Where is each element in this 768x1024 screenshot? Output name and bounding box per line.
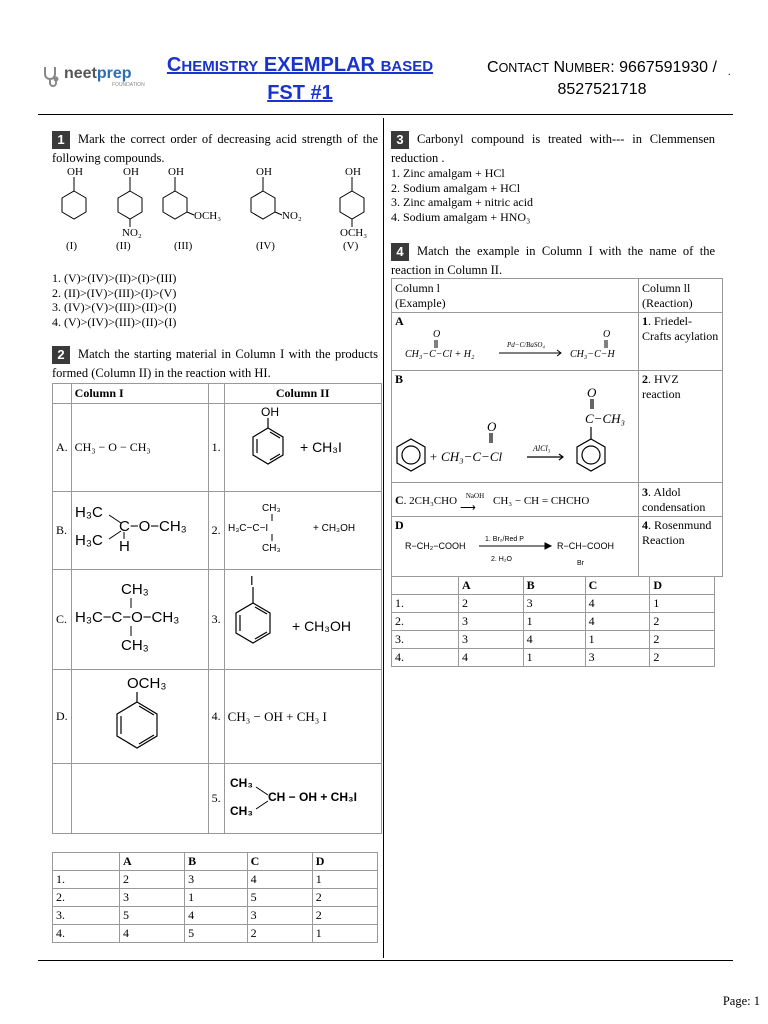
header-text: (Example) [395,295,446,310]
question-text: Carbonyl compound is treated with--- in Clemmensen reduction . [391,132,715,166]
oh-label: OH [345,166,361,178]
contact-part: C [487,59,499,76]
column-ii-cell [224,764,381,834]
answer-header: A [459,577,524,595]
chem-text: H₃C [74,531,103,549]
contact-part: ONTACT [498,61,550,75]
chem-text: CH₃ [120,580,149,598]
answer-header [392,577,459,595]
row-number: 3. [208,570,224,670]
option[interactable]: 1. (V)>(IV)>(II)>(I)>(III) [52,271,177,285]
column-i-header: Column I [71,384,208,404]
iodobenzene-structure [228,573,378,663]
answer-cell: 3 [585,649,650,667]
reaction-number: 3 [642,484,648,499]
column-i-cell [71,764,208,834]
q3-options [391,166,533,224]
compound-label: (V) [343,240,359,252]
carbonyl-o: O [433,329,441,340]
row-letter: B. [53,492,72,570]
page-number: Page: 1 [722,994,760,1008]
answer-cell: 1 [523,613,585,631]
isopropanol-structure [228,769,378,825]
answer-cell: 1 [650,595,715,613]
answer-cell: 2 [247,925,312,943]
question-number: 3 [391,131,409,149]
contact-part: N [549,59,566,76]
reactant-text: CH₃−C−Cl + H₂ [405,349,475,360]
chem-text: CH₃ [229,803,253,818]
product-text: Br [577,560,584,567]
carbonyl-o: O [487,419,497,434]
condition-text: AlCl₃ [533,444,551,453]
compound-label: (IV) [256,240,275,252]
option[interactable]: 4. Sodium amalgam + HNO₃ [391,209,531,224]
answer-cell: 3 [459,631,524,649]
logo-text-prefix: neet [64,65,97,82]
reactant-text: + CH₃−C−Cl [429,449,503,464]
answer-cell: 4. [53,925,120,943]
cell-text: CH₃ − O − CH₃ [74,440,151,454]
example-cell [392,371,639,483]
row-letter: D [395,518,404,532]
row-letter: C [395,492,404,507]
answer-cell: 5 [120,907,185,925]
answer-row[interactable] [53,925,378,943]
reaction-cell [639,483,723,517]
answer-cell: 2 [650,631,715,649]
answer-cell: 2. [53,889,120,907]
question-text: Match the starting material in Column I with the products formed (Column II) in the reaction with HI. [52,347,378,381]
answer-header: C [585,577,650,595]
q1-structures [50,163,380,258]
friedel-crafts-equation [395,387,635,477]
option[interactable]: 2. (II)>(IV)>(III)>(I)>(V) [52,285,177,300]
row-letter [53,764,72,834]
reaction-name: . Friedel-Crafts acylation [642,314,719,343]
no2-label: NO₂ [122,227,142,239]
header-text: (Reaction) [642,295,693,310]
contact-part: UMBER [565,61,611,75]
anisole-structure [75,672,201,758]
answer-cell: 2. [392,613,459,631]
compound-label: (I) [66,240,77,252]
q2-match-table [52,383,382,834]
reaction-cell [639,517,723,577]
answer-cell: 4 [585,595,650,613]
answer-cell: 3 [247,907,312,925]
option[interactable]: 3. Zinc amalgam + nitric acid [391,195,534,209]
header-cell [208,384,224,404]
column-divider [383,118,384,958]
answer-header: C [247,853,312,871]
column-ii-cell [224,670,381,764]
chem-text: CH₃ [120,636,149,654]
title-part: EXEMPLAR [258,54,381,76]
row-number: 5. [208,764,224,834]
question-3 [391,130,715,167]
product-text: CH₃−C−H [570,349,615,360]
example-cell [392,483,639,517]
column-ii-cell [224,570,381,670]
product-label: + CH₃OH [312,522,355,534]
product-text: R−CH−COOH [557,541,615,551]
q1-options [52,271,176,329]
reactant-text: R−CH₂−COOH [405,541,466,551]
condition-text: Pd−C/BaSO₄ [507,341,545,349]
example-cell [392,313,639,371]
header-text: Column l [395,280,441,295]
product-label: CH − OH + CH₃I [267,789,357,804]
condition-text: 1. Br₂/Red P [485,536,524,543]
answer-cell: 3 [120,889,185,907]
question-1 [52,130,378,167]
chem-text: H₃C−C−O−CH₃ [74,608,179,626]
answer-header [53,853,120,871]
och3-label: OCH₃ [194,210,222,222]
tbutyl-iodide-structure [228,499,378,559]
chem-text: H [118,537,130,555]
oh-label: OH [256,166,272,178]
chem-text: CH₃ [261,502,281,514]
product-label: + CH₃OH [291,617,351,634]
oh-label: OH [260,405,279,419]
stethoscope-icon [40,64,64,88]
condition-text: 2. H₂O [491,556,512,563]
column-ii-cell [224,492,381,570]
reaction-name: . HVZ reaction [642,372,681,401]
q2-answer-table [52,852,378,943]
option[interactable]: 2. Sodium amalgam + HCl [391,180,521,195]
column-i-cell [71,404,208,492]
answer-cell: 1 [312,925,377,943]
column-i-cell [71,670,208,764]
title-part: BASED [380,58,434,75]
logo-text-suffix: prep [96,65,132,82]
question-number: 1 [52,131,70,149]
compound-label: (II) [116,240,131,252]
question-text: Mark the correct order of decreasing acid strength of the following compounds. [52,132,378,166]
header-text: Column ll [642,280,691,295]
answer-cell: 2 [459,595,524,613]
answer-cell: 4 [523,631,585,649]
logo-tagline: FOUNDATION [112,82,145,88]
question-2 [52,345,378,382]
header-divider [38,114,733,115]
row-number: 1. [208,404,224,492]
column-i-cell [71,492,208,570]
reactant-text: . 2CH₃CHO [403,494,458,507]
answer-cell: 4 [459,649,524,667]
och3-label: OCH₃ [126,674,167,692]
oh-label: OH [168,166,184,178]
isopropyl-methyl-ether [75,499,201,559]
option[interactable]: 1. Zinc amalgam + HCl [391,166,505,180]
row-letter: D. [53,670,72,764]
oh-label: OH [67,166,83,178]
row-letter: C. [53,570,72,670]
answer-row[interactable] [392,631,715,649]
chem-text: CH₃ [229,775,253,790]
och3-label: OCH₃ [340,227,368,239]
reaction-cell [639,371,723,483]
answer-cell: 1. [392,595,459,613]
option[interactable]: 3. (IV)>(V)>(III)>(II)>(I) [52,300,177,314]
compound-label: (III) [174,240,193,252]
phenol-structure [228,406,368,486]
column-ii-header [639,279,723,313]
condition-text: NaOH [465,491,485,500]
title-part: HEMISTRY [181,58,259,75]
answer-cell: 3. [53,907,120,925]
question-4 [391,242,715,279]
answer-row[interactable] [392,595,715,613]
answer-cell: 2 [650,649,715,667]
product-text: CH₃ − CH = CHCHO [493,494,590,507]
contact-part: : 9667591930 / [610,59,717,76]
chem-text: CH₃ [261,542,281,554]
rosenmund-equation [395,329,635,365]
answer-cell: 2 [650,613,715,631]
answer-cell: 1 [185,889,247,907]
answer-header: D [650,577,715,595]
answer-cell: 1 [523,649,585,667]
row-letter: B [395,372,404,386]
iodo-label: I [249,572,254,588]
row-letter: A. [53,404,72,492]
answer-row[interactable] [53,889,378,907]
option[interactable]: 4. (V)>(IV)>(III)>(II)>(I) [52,314,177,329]
answer-cell: 2 [312,889,377,907]
example-cell [392,517,639,577]
chem-text: C−O−CH₃ [118,517,187,535]
answer-cell: 4 [247,871,312,889]
chem-text: H₃C−C−I [227,522,268,534]
column-ii-header: Column II [224,384,381,404]
answer-cell: 4 [585,613,650,631]
header-cell [53,384,72,404]
contact-number [462,57,742,100]
question-text: Match the example in Column I with the name of the reaction in Column II. [391,244,715,278]
answer-cell: 2 [312,907,377,925]
title-line2: FST #1 [267,82,333,104]
title-part: C [166,54,182,76]
product-text: C−CH₃ [585,411,626,426]
page-title [145,52,455,106]
row-letter: A [395,314,404,328]
answer-cell: 4 [120,925,185,943]
answer-cell: 4. [392,649,459,667]
product-label: CH₃ − OH + CH₃ I [227,708,327,724]
column-i-cell [71,570,208,670]
reaction-name: . Rosenmund Reaction [642,518,712,547]
answer-cell: 1 [312,871,377,889]
reaction-number: 2 [642,372,648,386]
answer-row[interactable] [53,907,378,925]
contact-numbers-line2: 8527521718 [557,81,647,98]
reaction-number: 4 [642,518,648,532]
row-number: 2. [208,492,224,570]
answer-cell: 1. [53,871,120,889]
question-number: 2 [52,346,70,364]
carbonyl-o: O [603,329,611,340]
q4-answer-table [391,576,715,667]
answer-cell: 4 [185,907,247,925]
row-number: 4. [208,670,224,764]
product-label: + CH₃I [299,438,342,455]
stray-dot: . [728,67,731,78]
answer-cell: 5 [185,925,247,943]
column-ii-cell [224,404,381,492]
q4-match-table [391,278,723,577]
reaction-name: . Aldol condensation [642,484,706,514]
tbutyl-methyl-ether [75,578,205,658]
question-number: 4 [391,243,409,261]
answer-header: D [312,853,377,871]
answer-row[interactable] [392,649,715,667]
reaction-arrow: NaOH ⟶ [460,491,485,514]
reaction-number: 1 [642,314,648,328]
carbonyl-o: O [587,387,597,400]
reaction-cell [639,313,723,371]
no2-label: NO₂ [282,210,302,222]
answer-row[interactable] [53,871,378,889]
column-i-header [392,279,639,313]
hvz-equation [395,533,635,569]
neetprep-logo [40,62,145,90]
answer-cell: 1 [585,631,650,649]
answer-header: B [523,577,585,595]
answer-cell: 3 [185,871,247,889]
oh-label: OH [123,166,139,178]
answer-cell: 3 [523,595,585,613]
answer-row[interactable] [392,613,715,631]
answer-cell: 3 [459,613,524,631]
answer-cell: 2 [120,871,185,889]
chem-text: H₃C [74,503,103,521]
answer-header: B [185,853,247,871]
footer-divider [38,960,733,961]
answer-cell: 3. [392,631,459,649]
answer-cell: 5 [247,889,312,907]
answer-header: A [120,853,185,871]
